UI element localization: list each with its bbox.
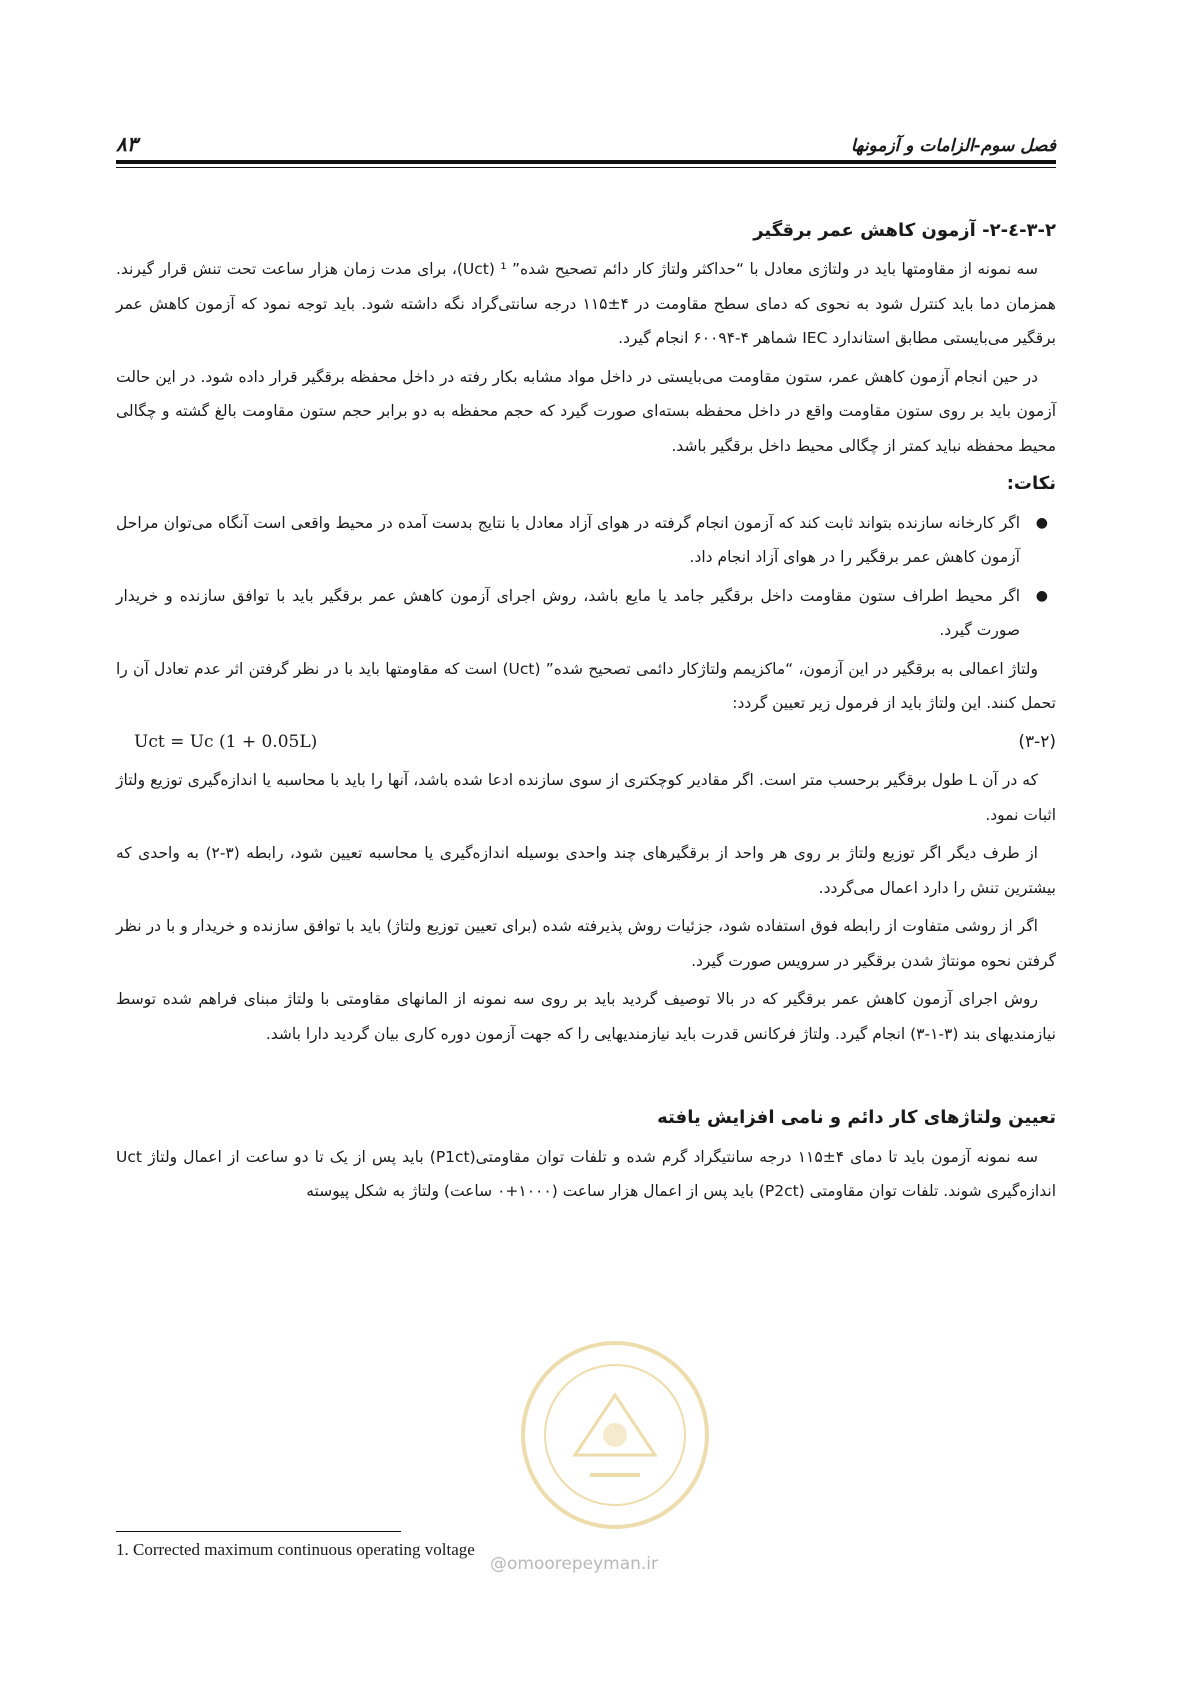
running-header: [116, 126, 1056, 156]
list-item-text: اگر کارخانه سازنده بتواند ثابت کند که آزمون انجام گرفته در هوای آزاد معادل با نتایج بدست آمده در محیط واقعی است آنگاه می‌توان مراحل آزمون کاهش عمر برقگیر را در هوای آزاد انجام داد.: [116, 513, 1020, 566]
watermark-seal-icon: [515, 1335, 715, 1535]
header-rule-thick: [116, 160, 1056, 164]
subsection-heading: تعیین ولتاژهای کار دائم و نامی افزایش یافته: [657, 1107, 1056, 1128]
list-item: [116, 506, 1056, 575]
chapter-title: فصل سوم-الزامات و آزمونها: [850, 136, 1056, 156]
header-rule-thin: [116, 167, 1056, 168]
notes-heading: نکات:: [1006, 473, 1056, 494]
paragraph: روش اجرای آزمون کاهش عمر برقگیر که در بالا توصیف گردید باید بر روی سه نمونه از المانهای مقاومتی با ولتاژ مبنای فراهم شده توسط نیازمندیهای بند (۳-۱-۳) انجام گیرد. ولتاژ فرکانس قدرت باید نیازمندیهایی را که جهت آزمون دوره کاری بیان گردید دارا باشد.: [116, 990, 1056, 1043]
bullet-icon: ●: [1035, 514, 1048, 531]
paragraph: اگر از روشی متفاوت از رابطه فوق استفاده شود، جزئیات روش پذیرفته شده (برای تعیین توزیع ولتاژ) باید با توافق سازنده و خریدار و با در نظر گرفتن نحوه مونتاژ شدن برقگیر در سرویس صورت گیرد.: [116, 917, 1056, 970]
paragraph: در حین انجام آزمون کاهش عمر، ستون مقاومت می‌بایستی در داخل مواد مشابه بکار رفته در داخل محفظه برقگیر قرار داده شود. در این حالت آزمون باید بر روی ستون مقاومت واقع در داخل محفظه بسته‌ای صورت گیرد که حجم محفظه به دو برابر حجم ستون مقاومت بالغ گشته و چگالی محیط محفظه نباید کمتر از چگالی محیط داخل برقگیر باشد.: [116, 367, 1056, 455]
formula-expression: Uct = Uc (1 + 0.05L): [134, 731, 318, 752]
watermark-url: @omoorepeyman.ir: [490, 1554, 659, 1574]
page-number: ۸۳: [116, 132, 138, 156]
formula-number: (۳-۲): [1018, 731, 1056, 752]
section-heading: ۳-۲-٤-۲- آزمون کاهش عمر برقگیر: [753, 220, 1056, 241]
notes-list: [116, 506, 1056, 648]
paragraph: سه نمونه آزمون باید تا دمای ۴±۱۱۵ درجه سانتیگراد گرم شده و تلفات توان مقاومتی(P1ct) باید پس از یک تا دو ساعت از اعمال ولتاژ Uct اندازه‌گیری شوند. تلفات توان مقاومتی (P2ct) باید پس از اعمال هزار ساعت (۱۰۰۰+۰ ساعت) ولتاژ به شکل پیوسته: [116, 1147, 1056, 1200]
page-body: [116, 214, 1056, 1213]
list-item-text: اگر محیط اطراف ستون مقاومت داخل برقگیر جامد یا مایع باشد، روش اجرای آزمون کاهش عمر برقگیر باید با توافق سازنده و خریدار صورت گیرد.: [116, 586, 1020, 639]
footnote-rule: [116, 1531, 401, 1532]
footnote: 1. Corrected maximum continuous operating voltage: [116, 1540, 475, 1559]
paragraph: که در آن L طول برقگیر برحسب متر است. اگر مقادیر کوچکتری از سوی سازنده ادعا شده باشد، آنها را باید با محاسبه یا اندازه‌گیری توزیع ولتاژ اثبات نمود.: [116, 771, 1056, 824]
bullet-icon: ●: [1035, 587, 1048, 604]
list-item: [116, 579, 1056, 648]
paragraph: از طرف دیگر اگر توزیع ولتاژ بر روی هر واحد از برقگیرهای چند واحدی بوسیله اندازه‌گیری یا محاسبه تعیین شود، رابطه (۳-۲) به واحدی که بیشترین تنش را دارد اعمال می‌گردد.: [116, 844, 1056, 897]
paragraph: ولتاژ اعمالی به برقگیر در این آزمون، “ماکزیمم ولتاژکار دائمی تصحیح شده” (Uct) است که مقاومتها باید با در نظر گرفتن اثر عدم تعادل آن را تحمل کنند. این ولتاژ باید از فرمول زیر تعیین گردد:: [116, 659, 1056, 712]
formula-row: [116, 725, 1056, 760]
paragraph: سه نمونه از مقاومتها باید در ولتاژی معادل با “حداکثر ولتاژ کار دائم تصحیح شده” ¹ (Uct)، برای مدت زمان هزار ساعت تحت تنش قرار گیرند. همزمان دما باید کنترل شود به نحوی که دمای سطح مقاومت در ۴±۱۱۵ درجه سانتی‌گراد نگه داشته شود. باید توجه نمود که آزمون کاهش عمر برقگیر می‌بایستی مطابق استاندارد IEC شماهر ۴-۶۰۰۹۴ انجام گیرد.: [116, 260, 1056, 347]
